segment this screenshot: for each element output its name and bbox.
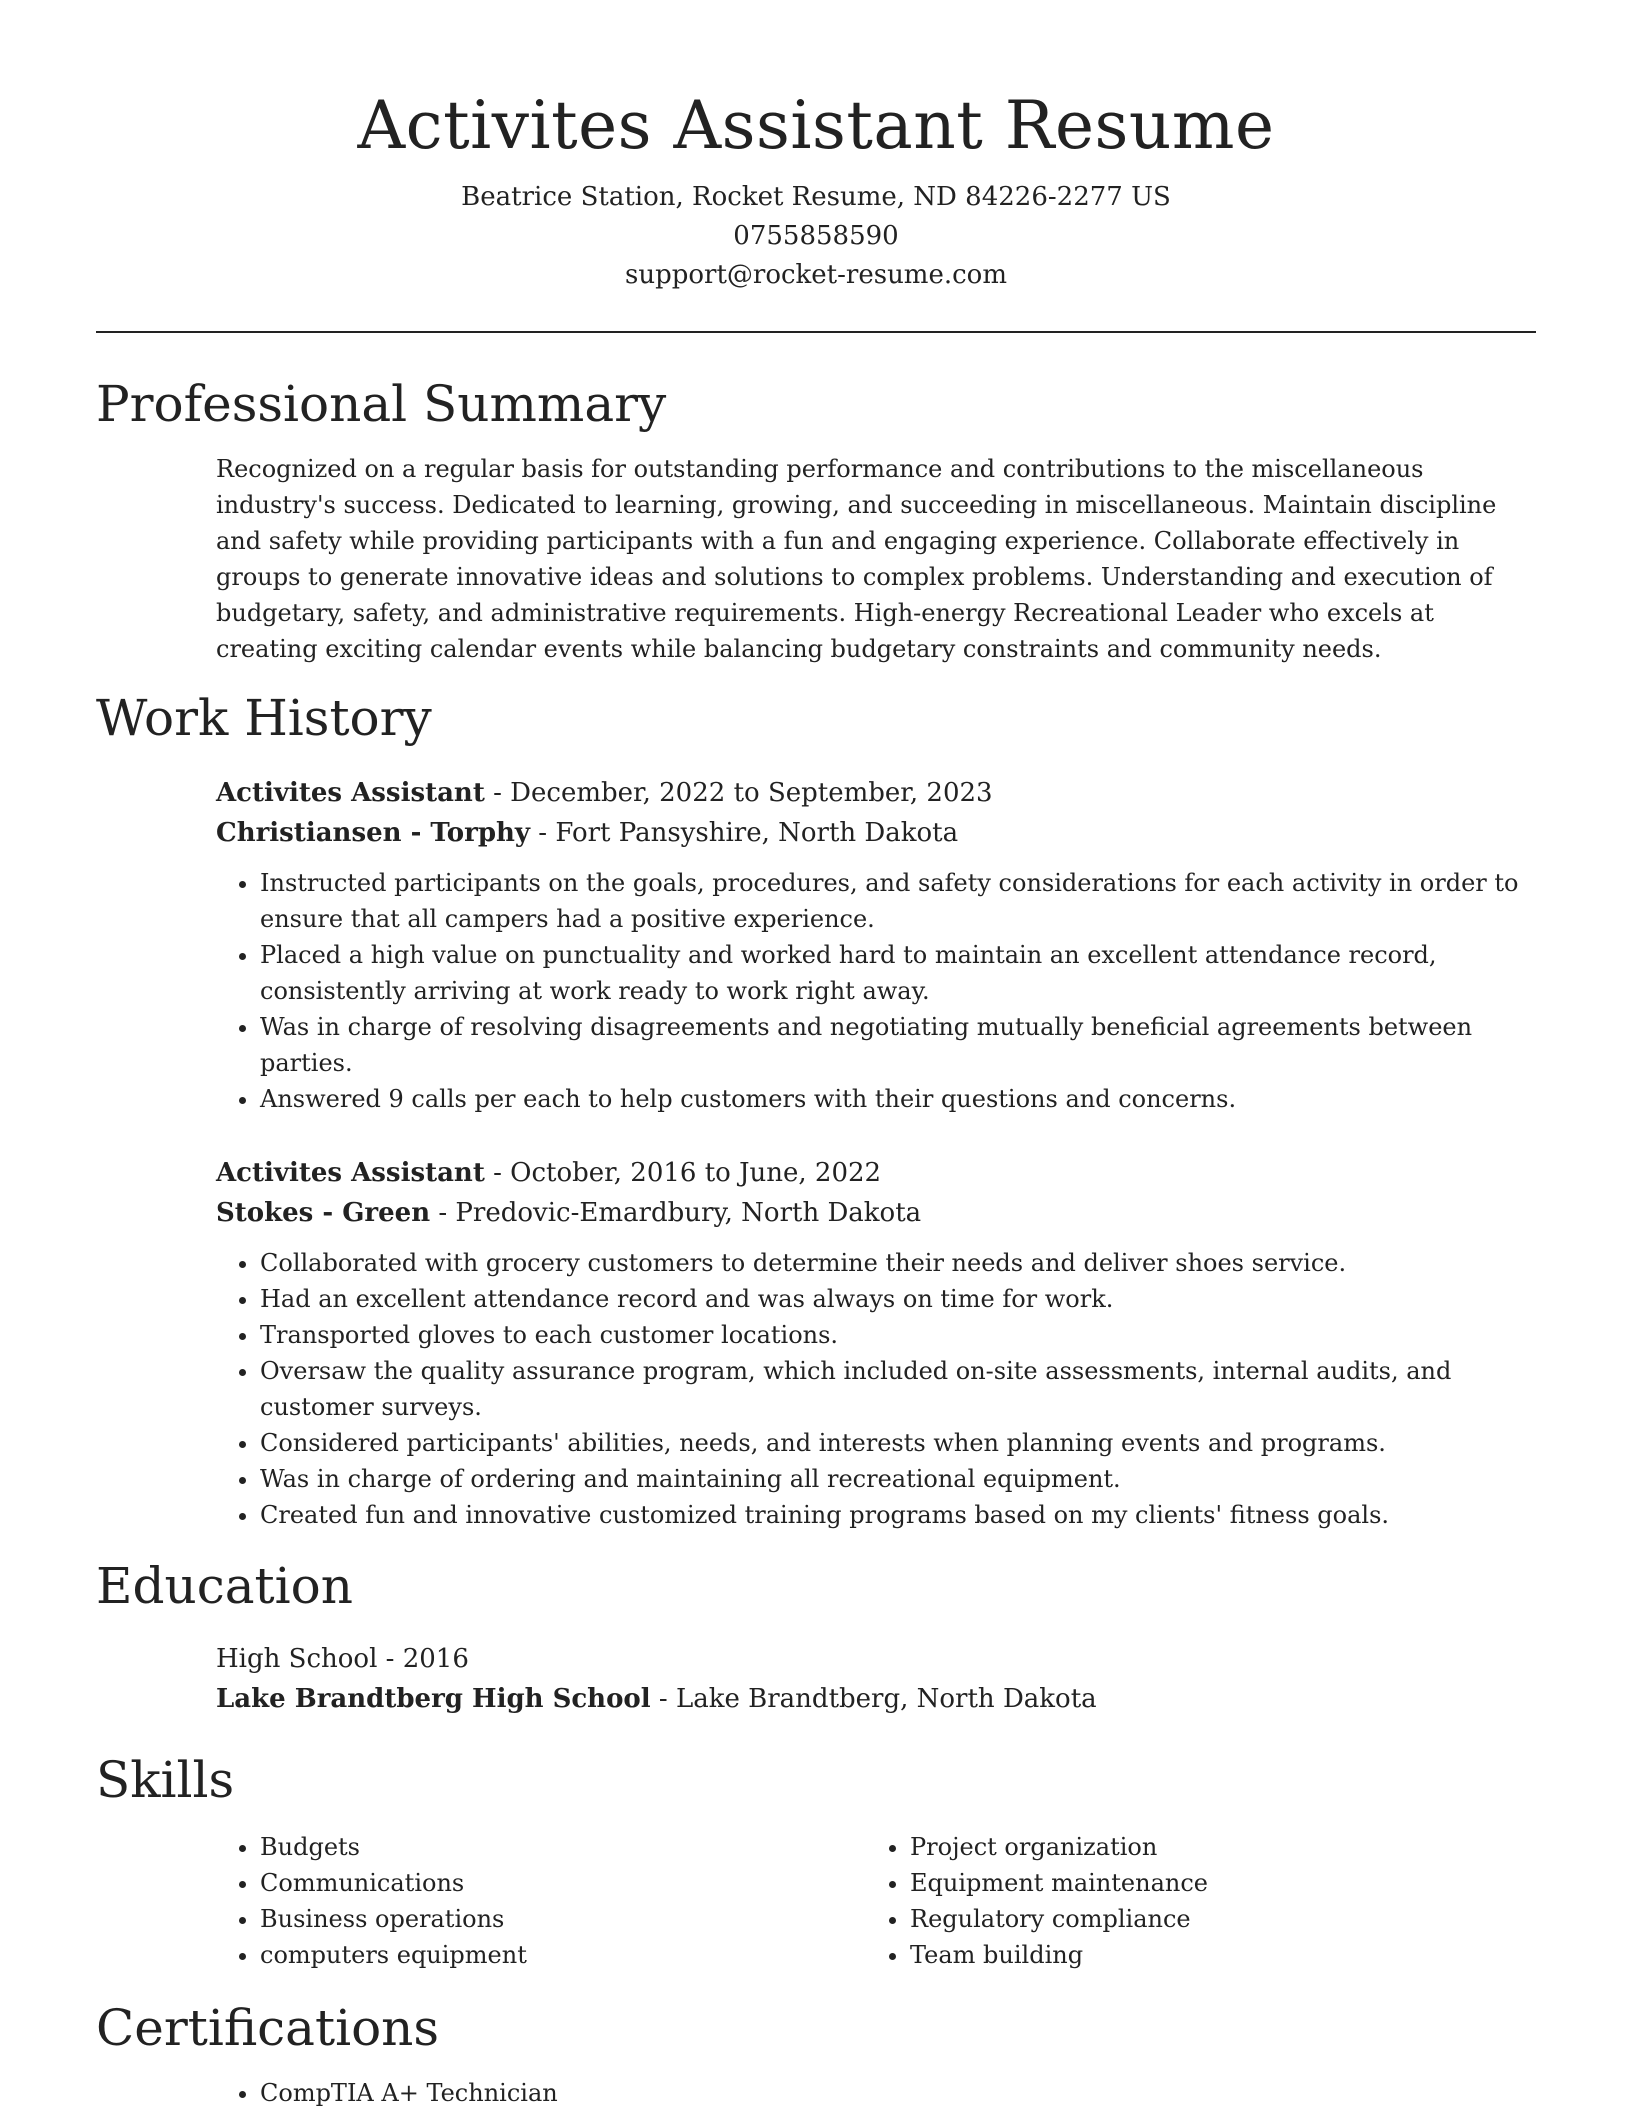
skill-item: • Budgets [260,1829,866,1865]
section-title-skills: Skills [96,1751,235,1809]
skill-item: • Equipment maintenance [910,1865,1516,1901]
skill-item: • computers equipment [260,1937,866,1973]
job-entry [216,773,1536,1117]
job-company: Christiansen - Torphy [216,818,531,848]
certification-bullets [216,2075,1536,2111]
certification-item: • CompTIA A+ Technician [260,2075,1536,2111]
job-company-line [216,1193,1536,1233]
section-title-certifications: Certifications [96,1999,440,2057]
education-school: Lake Brandtberg High School [216,1684,651,1714]
list-item: • Was in charge of resolving disagreements and negotiating mutually beneficial agreements between parties. [260,1009,1536,1081]
skill-item: • Regulatory compliance [910,1901,1516,1937]
summary-text: Recognized on a regular basis for outstanding performance and contributions to the miscellaneous industry's success. Dedicated to learning, growing, and succeeding in miscellaneous. Maintain discipline and safety while providing participants with a fun and engaging experience. Collaborate effectively in groups to generate innovative ideas and solutions to complex problems. Understanding and execution of budgetary, safety, and administrative requirements. High-energy Recreational Leader who excels at creating exciting calendar events while balancing budgetary constraints and community needs. [216,455,1497,663]
resume-page [96,0,1536,2112]
list-item: • Was in charge of ordering and maintaining all recreational equipment. [260,1461,1536,1497]
list-item: • Oversaw the quality assurance program, which included on-site assessments, internal audits, and customer surveys. [260,1353,1536,1425]
resume-title: Activites Assistant Resume [357,87,1275,164]
certifications-list [216,2075,1536,2111]
skill-item: • Team building [910,1937,1516,1973]
job-dates: - December, 2022 to September, 2023 [484,778,993,808]
list-item: • Answered 9 calls per each to help customers with their questions and concerns. [260,1081,1536,1117]
list-item: • Created fun and innovative customized training programs based on my clients' fitness goals. [260,1497,1536,1533]
section-title-education: Education [96,1557,353,1615]
education-school-line [216,1679,1536,1719]
skills-column-left [216,1829,866,1973]
contact-email: support@rocket-resume.com [624,260,1007,290]
section-title-work-history: Work History [96,689,432,747]
list-item: • Considered participants' abilities, needs, and interests when planning events and programs. [260,1425,1536,1461]
job-bullets [216,865,1536,1117]
header-divider [96,331,1536,333]
contact-info [96,178,1536,295]
skills-grid [216,1829,1536,1973]
section-title-summary: Professional Summary [96,375,667,433]
resume-header [96,0,1536,295]
skill-item: • Business operations [260,1901,866,1937]
list-item: • Placed a high value on punctuality and worked hard to maintain an excellent attendance record, consistently arriving at work ready to work right away. [260,937,1536,1009]
education-degree: High School [216,1644,378,1674]
list-item: • Collaborated with grocery customers to determine their needs and deliver shoes service. [260,1245,1536,1281]
job-location: - Fort Pansyshire, North Dakota [530,818,959,848]
education-year: - 2016 [377,1644,469,1674]
skills-column-right [866,1829,1516,1973]
skill-item: • Project organization [910,1829,1516,1865]
job-title-line [216,773,1536,813]
job-location: - Predovic-Emardbury, North Dakota [430,1198,922,1228]
list-item: • Transported gloves to each customer locations. [260,1317,1536,1353]
contact-phone: 0755858590 [733,221,899,251]
job-role: Activites Assistant [216,1158,485,1188]
job-company-line [216,813,1536,853]
education-location: - Lake Brandtberg, North Dakota [650,1684,1097,1714]
job-company: Stokes - Green [216,1198,431,1228]
job-role: Activites Assistant [216,778,485,808]
list-item: • Instructed participants on the goals, procedures, and safety considerations for each activity in order to ensure that all campers had a positive experience. [260,865,1536,937]
job-bullets [216,1245,1536,1533]
job-dates: - October, 2016 to June, 2022 [484,1158,882,1188]
job-title-line [216,1153,1536,1193]
education-entry [216,1639,1536,1719]
job-entry [216,1153,1536,1533]
list-item: • Had an excellent attendance record and was always on time for work. [260,1281,1536,1317]
contact-address: Beatrice Station, Rocket Resume, ND 84226-2277 US [461,182,1171,212]
skill-item: • Communications [260,1865,866,1901]
education-degree-line [216,1639,1536,1679]
